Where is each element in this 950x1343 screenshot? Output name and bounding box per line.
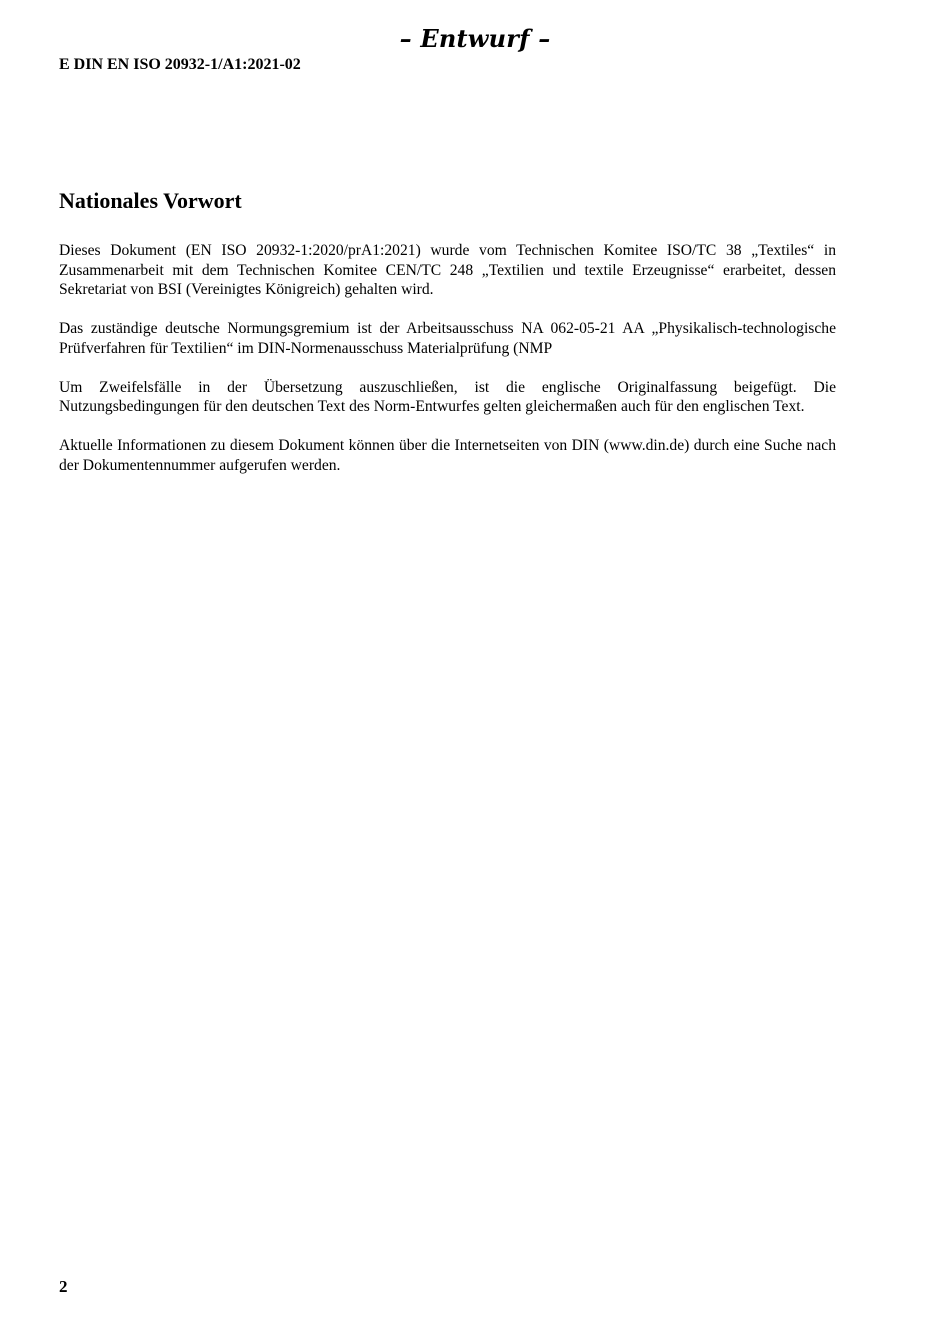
paragraph-committee: Dieses Dokument (EN ISO 20932-1:2020/prA1:2021) wurde vom Technischen Komitee ISO/TC 38 „Textiles“ in Zusammenarbeit mit dem Technischen Komitee CEN/TC 248 „Textilien und textile Erzeugnisse“ erarbeitet, dessen Sekretariat von BSI (Vereinigtes Königreich) gehalten wird. — [59, 242, 836, 298]
page-number: 2 — [59, 1277, 68, 1296]
section-title: Nationales Vorwort — [59, 188, 242, 213]
section-body — [59, 241, 836, 495]
draft-watermark: – Entwurf – — [399, 24, 551, 53]
paragraph-translation: Um Zweifelsfälle in der Übersetzung auszuschließen, ist die englische Originalfassung beigefügt. Die Nutzungsbedingungen für den deutschen Text des Norm-Entwurfes gelten gleichermaßen auch für den englischen Text. — [59, 378, 836, 415]
document-id: E DIN EN ISO 20932-1/A1:2021-02 — [59, 56, 301, 73]
paragraph-information: Aktuelle Informationen zu diesem Dokument können über die Internetseiten von DIN (www.din.de) durch eine Suche nach der Dokumentennummer aufgerufen werden. — [59, 437, 836, 474]
paragraph-national-body: Das zuständige deutsche Normungsgremium ist der Arbeitsausschuss NA 062-05-21 AA „Physikalisch-technologische Prüfverfahren für Textilien“ im DIN-Normenausschuss Materialprüfung (NMP — [59, 320, 836, 357]
